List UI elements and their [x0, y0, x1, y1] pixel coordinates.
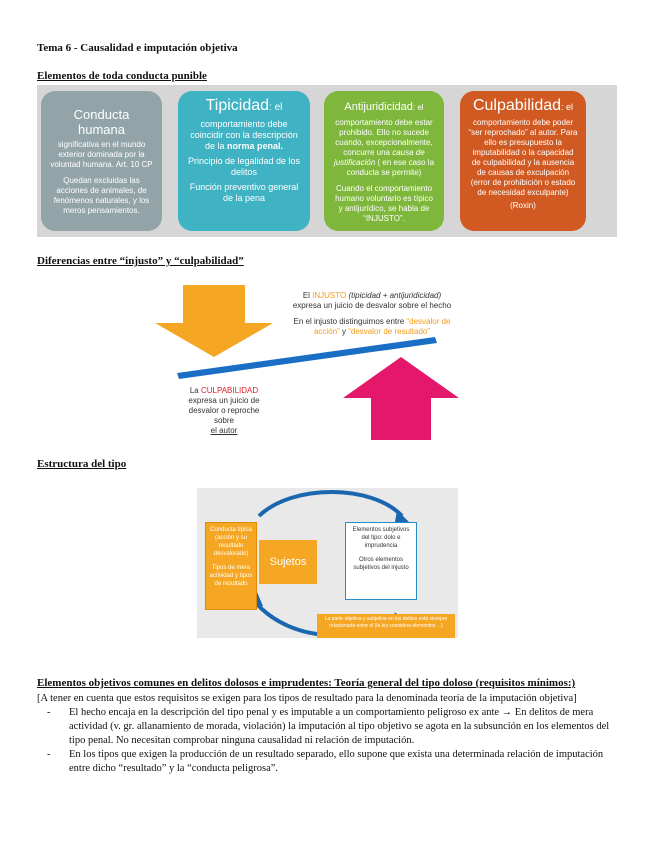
injusto-culpabilidad-figure [155, 285, 461, 440]
desvalor-resultado: “desvalor de resultado” [348, 327, 431, 336]
card-tipicidad-text: comportamiento debe coincidir con la descripción de la [190, 119, 298, 151]
card-conducta [41, 91, 162, 231]
injusto-line3-c: y [339, 327, 349, 336]
card-antijuridicidad-title: Antijuridicidad [344, 101, 413, 113]
injusto-line2: expresa un juicio de desvalor sobre el hecho [292, 301, 452, 310]
injusto-line1-a: El [302, 291, 313, 300]
section-heading-elementos: Elementos de toda conducta punible [37, 70, 207, 82]
relacion-box: La parte objetiva y subjetiva en los delitos está siempre relacionada entre sí (la ley considera elementos ...) [317, 614, 455, 638]
elements-figure [37, 85, 617, 237]
up-arrow-icon [343, 357, 459, 440]
card-culpabilidad-text: comportamiento debe poder “ser reprochado” al autor. Para ello es presupuesto la imputabilidad o la capacidad de culpabilidad y la ausencia de causas de exculpación (error de prohibición o estado de necesidad exculpante) [468, 118, 578, 197]
intro-paragraph: [A tener en cuenta que estos requisitos se exigen para los tipos de resultado para la denominada teoría de la imputación objetiva] [37, 693, 577, 704]
injusto-label: INJUSTO [312, 291, 347, 300]
list-item-text: En los tipos que exigen la producción de un resultado separado, ello supone que exista una determinada relación de imputación entre dicho “resultado” y la “conducta peligrosa”. [69, 749, 604, 774]
culpabilidad-line-c: expresa un juicio de desvalor o reproche sobre [188, 396, 260, 425]
card-conducta-text2: Quedan excluidas las acciones de animales, de fenómenos naturales, y los meros pensamientos. [53, 176, 150, 215]
list-bullet: - [47, 749, 51, 760]
card-tipicidad-suffix: : el [269, 102, 283, 113]
otros-elementos-text: Otros elementos subjetivos del injusto [353, 557, 409, 571]
dolo-imprudencia-text: Elementos subjetivos del tipo: dolo e imprudencia [352, 527, 410, 549]
card-tipicidad-title: Tipicidad [205, 97, 270, 114]
card-tipicidad-text2: Principio de legalidad de los delitos [187, 156, 301, 177]
card-culpabilidad-author: (Roxin) [510, 201, 536, 210]
culpabilidad-autor: el autor [210, 426, 238, 435]
culpabilidad-label: CULPABILIDAD [200, 386, 259, 395]
card-antijuridicidad-text: comportamiento debe estar prohibido. Ello no sucede cuando, excepcionalmente, concurre una [335, 118, 433, 157]
injusto-text [285, 291, 459, 337]
injusto-formula: (tipicidad + antijuridicidad) [346, 291, 442, 300]
card-conducta-text: significativa en el mundo exterior dominada por la voluntad humana. Art. 10 CP [50, 140, 153, 169]
list-item [37, 748, 619, 776]
section-heading-elementos-objetivos: Elementos objetivos comunes en delitos dolosos e imprudentes: Teoría general del tipo doloso (requisitos mínimos:) [37, 677, 576, 689]
mera-actividad-text: Tipos de mera actividad y tipos de resultado [209, 565, 253, 587]
card-tipicidad-norma: norma penal. [227, 141, 284, 151]
tipo-structure-figure [197, 488, 458, 638]
card-antijuridicidad-causa: causa de justificación [333, 148, 425, 167]
card-tipicidad [178, 91, 310, 231]
card-tipicidad-text3: Función preventivo general de la pena [189, 182, 299, 203]
injusto-line3-a: En el injusto distinguimos entre [293, 317, 407, 326]
top-arrowhead-icon [395, 510, 409, 522]
card-culpabilidad-title: Culpabilidad [472, 97, 562, 114]
conducta-tipica-box [205, 522, 257, 610]
section-heading-diferencias: Diferencias entre “injusto” y “culpabilidad” [37, 255, 244, 267]
card-antijuridicidad-text2: Cuando el comportamiento humano voluntario es típico y antijurídico, se habla de “INJUSTO”. [335, 184, 433, 223]
culpabilidad-text [181, 386, 267, 436]
elementos-subjetivos-box [345, 522, 417, 600]
card-antijuridicidad-suffix: : el [412, 103, 424, 112]
body-text [37, 692, 619, 776]
down-arrow-icon [155, 285, 273, 357]
card-culpabilidad-suffix: : el [561, 102, 574, 112]
top-cycle-arrow [259, 492, 402, 516]
culpabilidad-line-a: La [189, 386, 201, 395]
list-item-text: El hecho encaja en la descripción del tipo penal y es imputable a un comportamiento peligroso ex ante → En delitos de mera actividad (v. gr. allanamiento de morada, violación) la imputación al tipo objetivo se agota en la subsunción en los elementos del tipo penal. No necesitan comprobar ninguna causalidad ni relación de imputación. [69, 707, 610, 746]
section-heading-estructura: Estructura del tipo [37, 458, 127, 470]
conducta-tipica-text: Conducta típica (acción y su resultado desvalorado) [210, 527, 252, 557]
list-item [37, 706, 619, 748]
sujetos-box: Sujetos [259, 540, 317, 584]
desvalor-accion: “desvalor de acción” [313, 317, 451, 336]
list-bullet: - [47, 707, 51, 718]
card-antijuridicidad-text-b: ( en ese caso la conducta se permite) [346, 158, 435, 177]
document-title: Tema 6 - Causalidad e imputación objetiva [37, 42, 238, 54]
card-culpabilidad [460, 91, 586, 231]
card-conducta-title: Conducta humana [73, 107, 130, 137]
card-antijuridicidad [324, 91, 444, 231]
